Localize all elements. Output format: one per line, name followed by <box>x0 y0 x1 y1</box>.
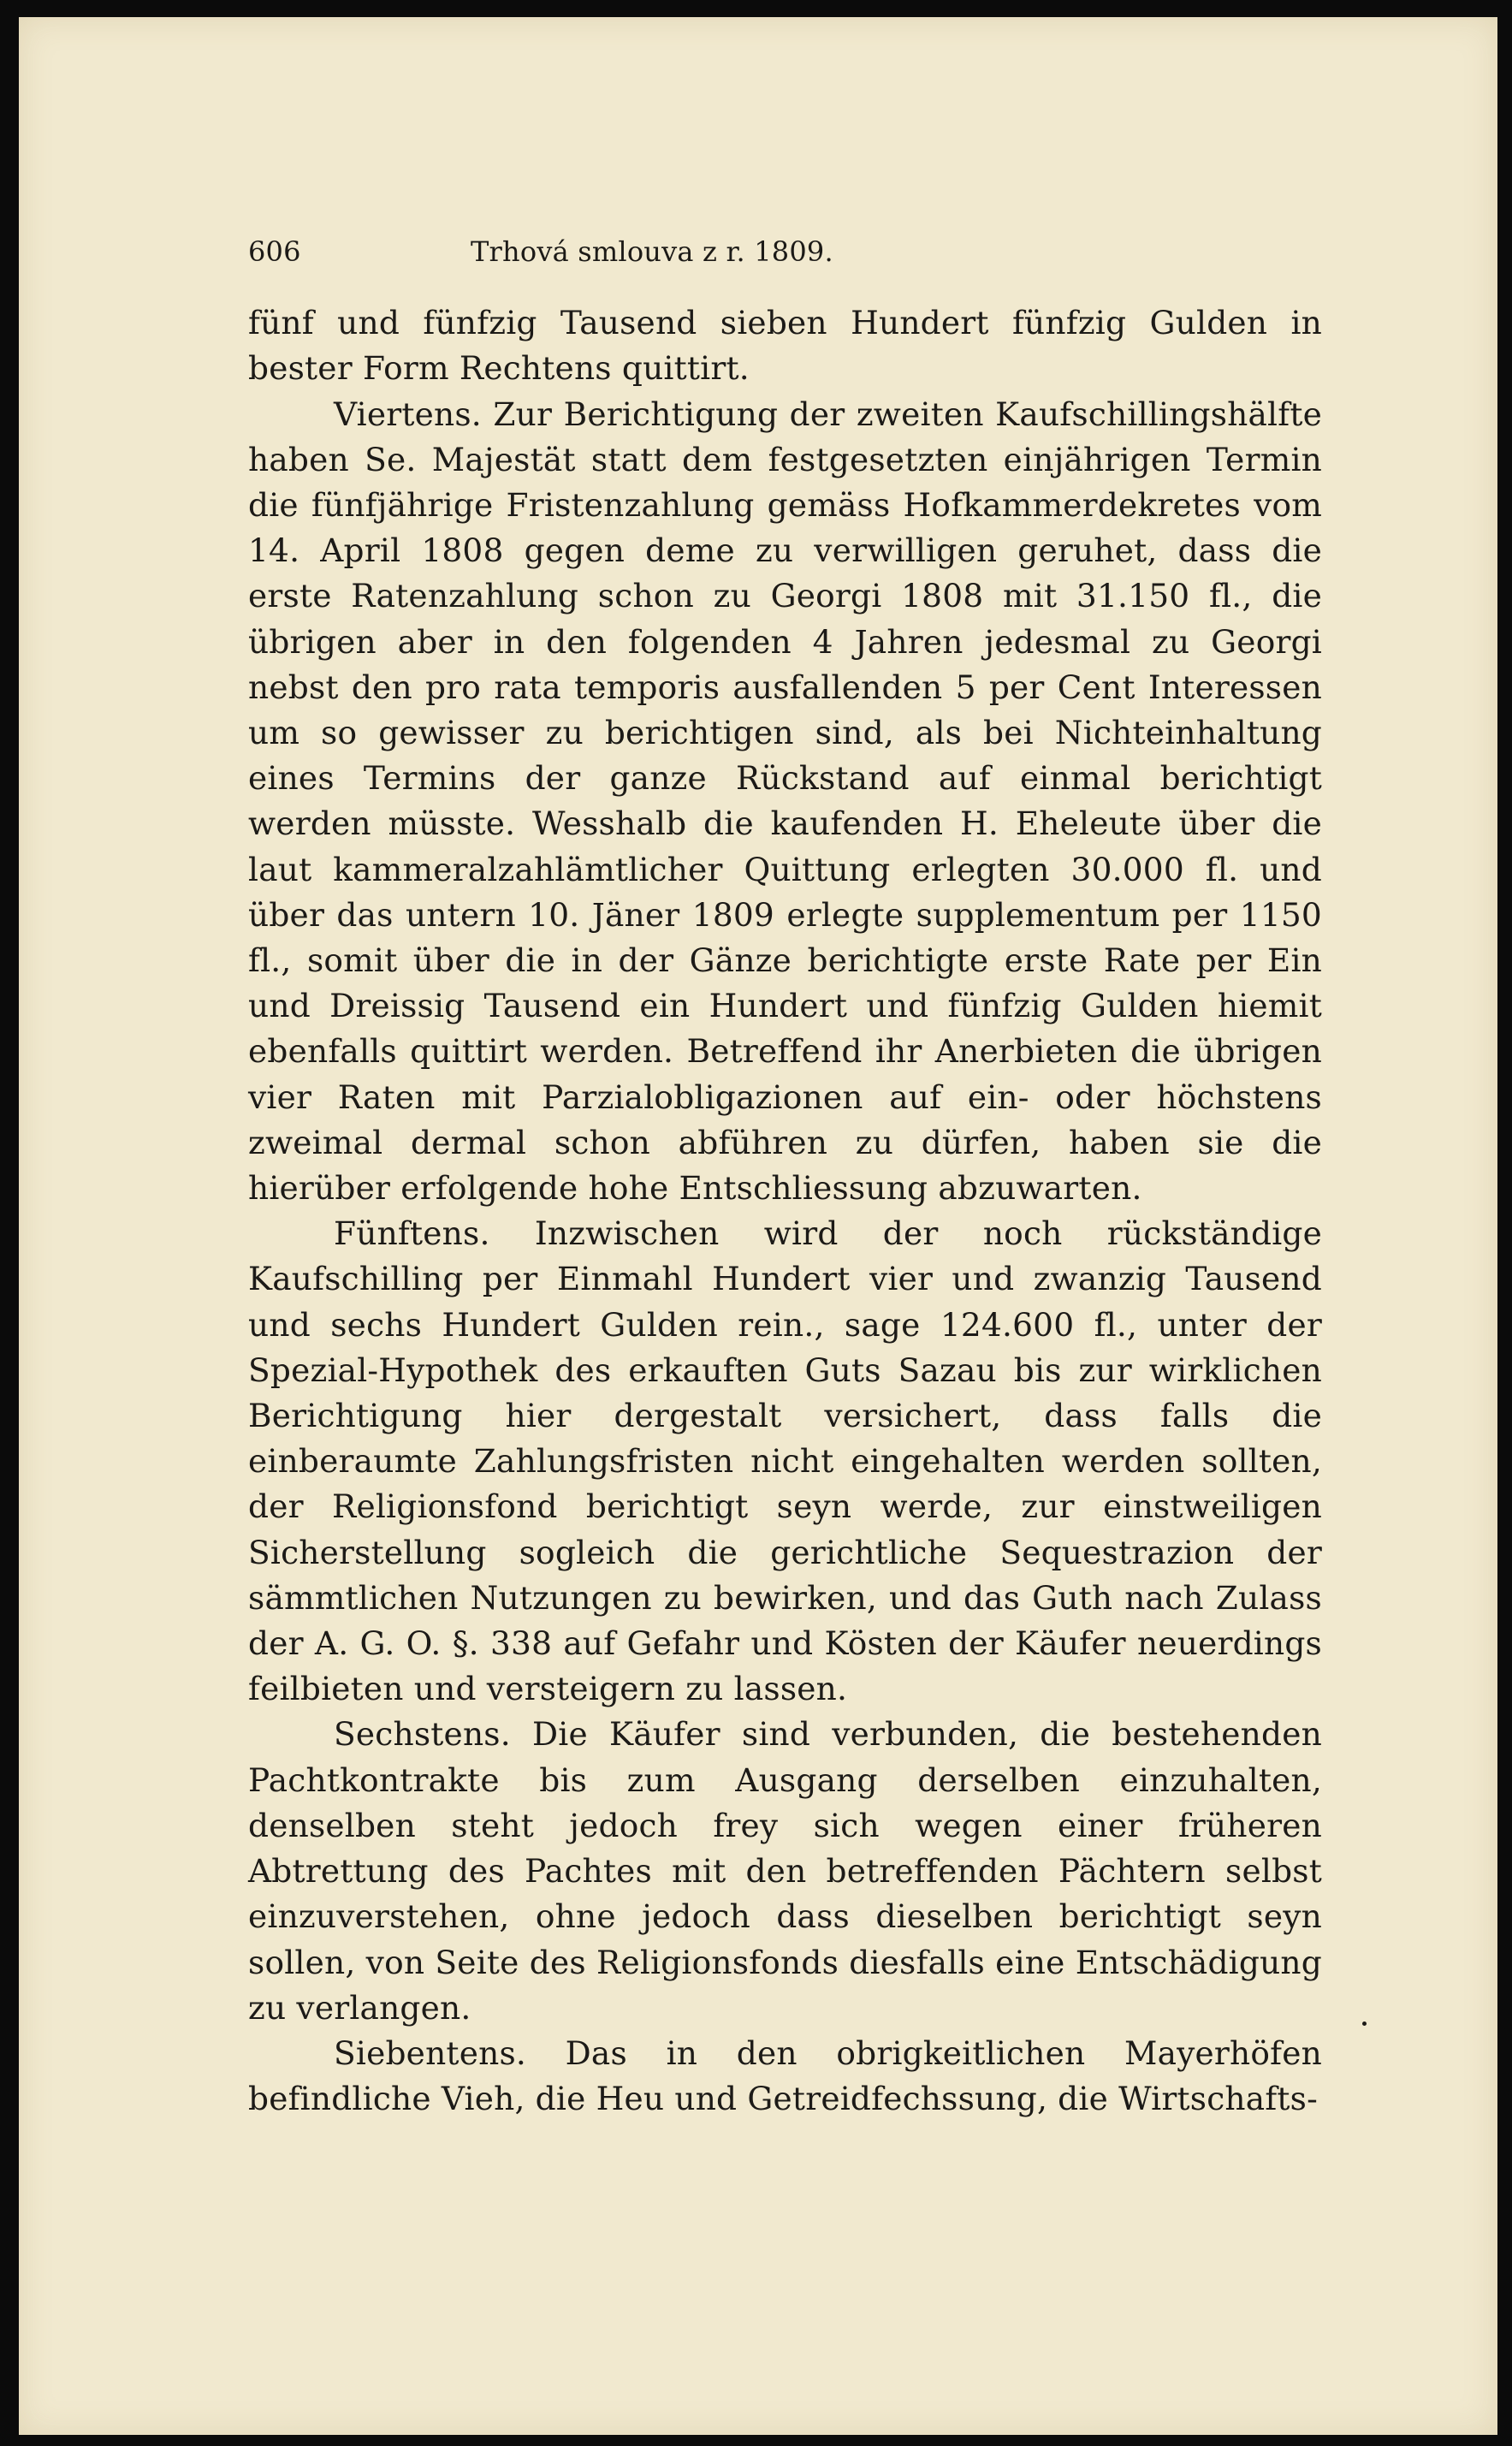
scan-speck <box>1362 2022 1367 2026</box>
page-number: 606 <box>248 235 301 268</box>
paragraph-continuation: fünf und fünfzig Tausend sieben Hundert fünfzig Gulden in bester Form Rechtens quittirt. <box>248 304 1322 388</box>
paragraph-viertens: Viertens. Zur Berichtigung der zweiten Kaufschillingshälfte haben Se. Majestät statt dem festgesetzten einjährigen Termin die fünfjährige Fristenzahlung gemäss Hofkammerdekretes vom 14. April 1808 gegen deme zu verwilligen geruhet, dass die erste Ratenzahlung schon zu Georgi 1808 mit 31.150 fl., die übrigen aber in den folgenden 4 Jahren jedesmal zu Georgi nebst den pro rata temporis ausfallenden 5 per Cent Interessen um so gewisser zu berichtigen sind, als bei Nichteinhaltung eines Termins der ganze Rückstand auf einmal berichtigt werden müsste. Wesshalb die kaufenden H. Eheleute über die laut kammeralzahlämtlicher Quittung erlegten 30.000 fl. und über das untern 10. Jäner 1809 erlegte supplementum per 1150 fl., somit über die in der Gänze berichtigte erste Rate per Ein und Dreissig Tausend ein Hundert und fünfzig Gulden hiemit ebenfalls quittirt werden. Betreffend ihr Anerbieten die übrigen vier Raten mit Parzialobligazionen auf ein- oder höchstens zweimal dermal schon abführen zu dürfen, haben sie die hierüber erfolgende hohe Entschliessung abzuwarten. <box>248 395 1322 1208</box>
paragraph-fuenftens: Fünftens. Inzwischen wird der noch rückständige Kaufschilling per Einmahl Hundert vier und zwanzig Tausend und sechs Hundert Gulden rein., sage 124.600 fl., unter der Spezial-Hypothek des erkauften Guts Sazau bis zur wirklichen Berichtigung hier dergestalt versichert, dass falls die einberaumte Zahlungsfristen nicht eingehalten werden sollten, der Religionsfond berichtigt seyn werde, zur einstweiligen Sicherstellung sogleich die gerichtliche Sequestrazion der sämmtlichen Nutzungen zu bewirken, und das Guth nach Zulass der A. G. O. §. 338 auf Gefahr und Kösten der Käufer neuerdings feilbieten und versteigern zu lassen. <box>248 1214 1322 1708</box>
running-title: Trhová smlouva z r. 1809. <box>471 235 833 268</box>
paragraph-sechstens: Sechstens. Die Käufer sind verbunden, die bestehenden Pachtkontrakte bis zum Ausgang derselben einzuhalten, denselben steht jedoch frey sich wegen einer früheren Abtrettung des Pachtes mit den betreffenden Pächtern selbst einzuverstehen, ohne jedoch dass dieselben berichtigt seyn sollen, von Seite des Religionsfonds diesfalls eine Entschädigung zu verlangen. <box>248 1715 1322 2027</box>
page-text <box>248 229 1322 2122</box>
paragraph-siebentens: Siebentens. Das in den obrigkeitlichen Mayerhöfen befindliche Vieh, die Heu und Getreidfechssung, die Wirtschafts- <box>248 2033 1322 2118</box>
page-header <box>248 229 1322 275</box>
